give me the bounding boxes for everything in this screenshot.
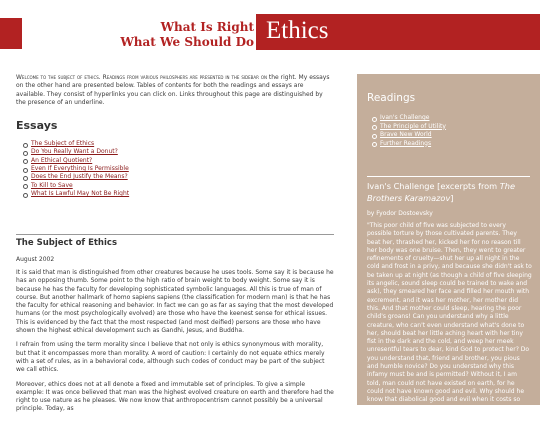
main-content: [16, 74, 334, 198]
essay-link-kill-to-save[interactable]: To Kill to Save: [31, 181, 73, 189]
reading-link-principle-of-utility[interactable]: The Principle of Utility: [380, 122, 446, 130]
intro-lead: Welcome to the subject of ethics. Readings from various philosphers are presented in the sidebar on: [16, 74, 267, 81]
readings-heading: Readings: [367, 92, 416, 104]
list-item: [26, 173, 334, 181]
list-item: [26, 148, 334, 156]
site-title: [120, 20, 254, 50]
list-item: [26, 190, 334, 198]
list-item: [26, 157, 334, 165]
excerpt-quote: "This poor child of five was subjected to every possible torture by those cultivated parents. They beat her, thrashed her, kicked her for no reason till her body was one bruise. Then, they went to greater refinements of cruelty—shut her up all night in the cold and frost in a privy, and because she didn't ask to be taken up at night (as though a child of five sleeping its angelic, sound sleep could be trained to wake and ask), they smeared her face and filled her mouth with excrement, and it was her mother, her mother did this. And that mother could sleep, hearing the poor child's groans! Can you understand why a little creature, who can't even understand what's done to her, should beat her little aching heart with her tiny fist in the dark and the cold, and weep her meek unresentful tears to dear, kind God to protect her? Do you understand that, friend and brother, you pious and humble novice? Do you understand why this infamy must be and is permitted? Without it, I am told, man could not have existed on earth, for he could not have known good and evil. Why should he know that diabolical good and evil when it costs so much? Why, the whole world of knowledge is not worth that child's prayer to dear, kind: [367, 222, 532, 420]
essay-link-lawful[interactable]: What Is Lawful May Not Be Right: [31, 189, 130, 197]
site-title-line1: What Is Right: [160, 20, 254, 34]
essay-paragraph: I refrain from using the term morality since I believe that not only is ethics synonymous with morality, but that it encompasses more than morality. A word of caution: I certainly do not equate ethics merely with a set of rules, as in a behavioral code, although such codes of conduct may be part of the subject we call ethics.: [16, 341, 325, 374]
list-item: [26, 165, 334, 173]
list-item: [375, 140, 446, 149]
brand-banner: [256, 14, 540, 50]
list-item: [375, 114, 446, 123]
essays-heading: Essays: [16, 119, 58, 133]
reading-link-brave-new-world[interactable]: Brave New World: [380, 131, 432, 138]
excerpt-title-book: The Brothers Karamazov: [367, 181, 515, 203]
excerpt-title: [367, 180, 532, 204]
essay-paragraph: It is said that man is distinguished from other creatures because he uses tools. Some say it is because he has an opposing thumb. Some point to the high ratio of brain weight to body weight. Some say it is because he has the faculty for developing sophisticated symbolic languages. All this is true of man of course. But another hallmark of homo sapiens sapiens (the classification for modern man) is that he has the faculty for ethical reasoning and behavior. In fact we can go as far as saying that the most developed humans (or the most psychologically evolved) are those who have the keenest sense for ethical issues. This is evidenced by the fact that the most respected (and most deified) persons are those who have shown the highest ethical development such as Gandhi, Jesus, and Buddha.: [16, 269, 334, 335]
excerpt-title-a: Ivan's Challenge [excerpts from: [367, 181, 500, 191]
essay-link-donut[interactable]: Do You Really Want a Donut?: [31, 148, 118, 156]
essay-link-end-means[interactable]: Does the End Justify the Means?: [31, 173, 128, 181]
essay-paragraph: Moreover, ethics does not at all denote a fixed and immutable set of principles. To give a simple example: It was once believed that man was the highest evolved creature on earth and therefore had the right to use nature as he pleases. We now know that anthropocentrism cannot possibly be a universal principle. Today, as: [16, 380, 334, 413]
list-item: [26, 182, 334, 190]
list-item: [375, 131, 446, 140]
intro-rest: the right. My essays on the other hand are presented below. Tables of contents for both the readings and essays are available. They consist of hyperlinks you can click on. Links throughout this page are distinguished by the presence of an underline.: [16, 74, 330, 106]
brand-name: Ethics: [266, 17, 329, 44]
essays-list: [16, 140, 334, 198]
essay-title: The Subject of Ethics: [16, 238, 117, 248]
excerpt-author: by Fyodor Dostoevsky: [367, 210, 433, 217]
list-item: [26, 140, 334, 148]
essay-section: [16, 238, 334, 420]
section-divider: [16, 234, 334, 235]
reading-link-ivans-challenge[interactable]: Ivan's Challenge: [380, 114, 430, 121]
intro-paragraph: [16, 74, 334, 107]
sidebar-divider: [367, 176, 530, 177]
reading-link-further-readings[interactable]: Further Readings: [380, 139, 432, 147]
essay-link-permissible[interactable]: Even If Everything Is Permissible: [31, 165, 129, 173]
essay-link-ethical-quotient[interactable]: An Ethical Quotient?: [31, 156, 93, 164]
readings-list: [375, 114, 446, 148]
essay-date: August 2002: [16, 256, 55, 263]
site-title-line2: What We Should Do: [120, 35, 254, 49]
readings-sidebar: [357, 74, 540, 420]
essay-link-subject-of-ethics[interactable]: The Subject of Ethics: [31, 140, 95, 148]
header-left-accent: [0, 18, 22, 49]
list-item: [375, 123, 446, 132]
excerpt-title-c: ]: [450, 193, 454, 203]
